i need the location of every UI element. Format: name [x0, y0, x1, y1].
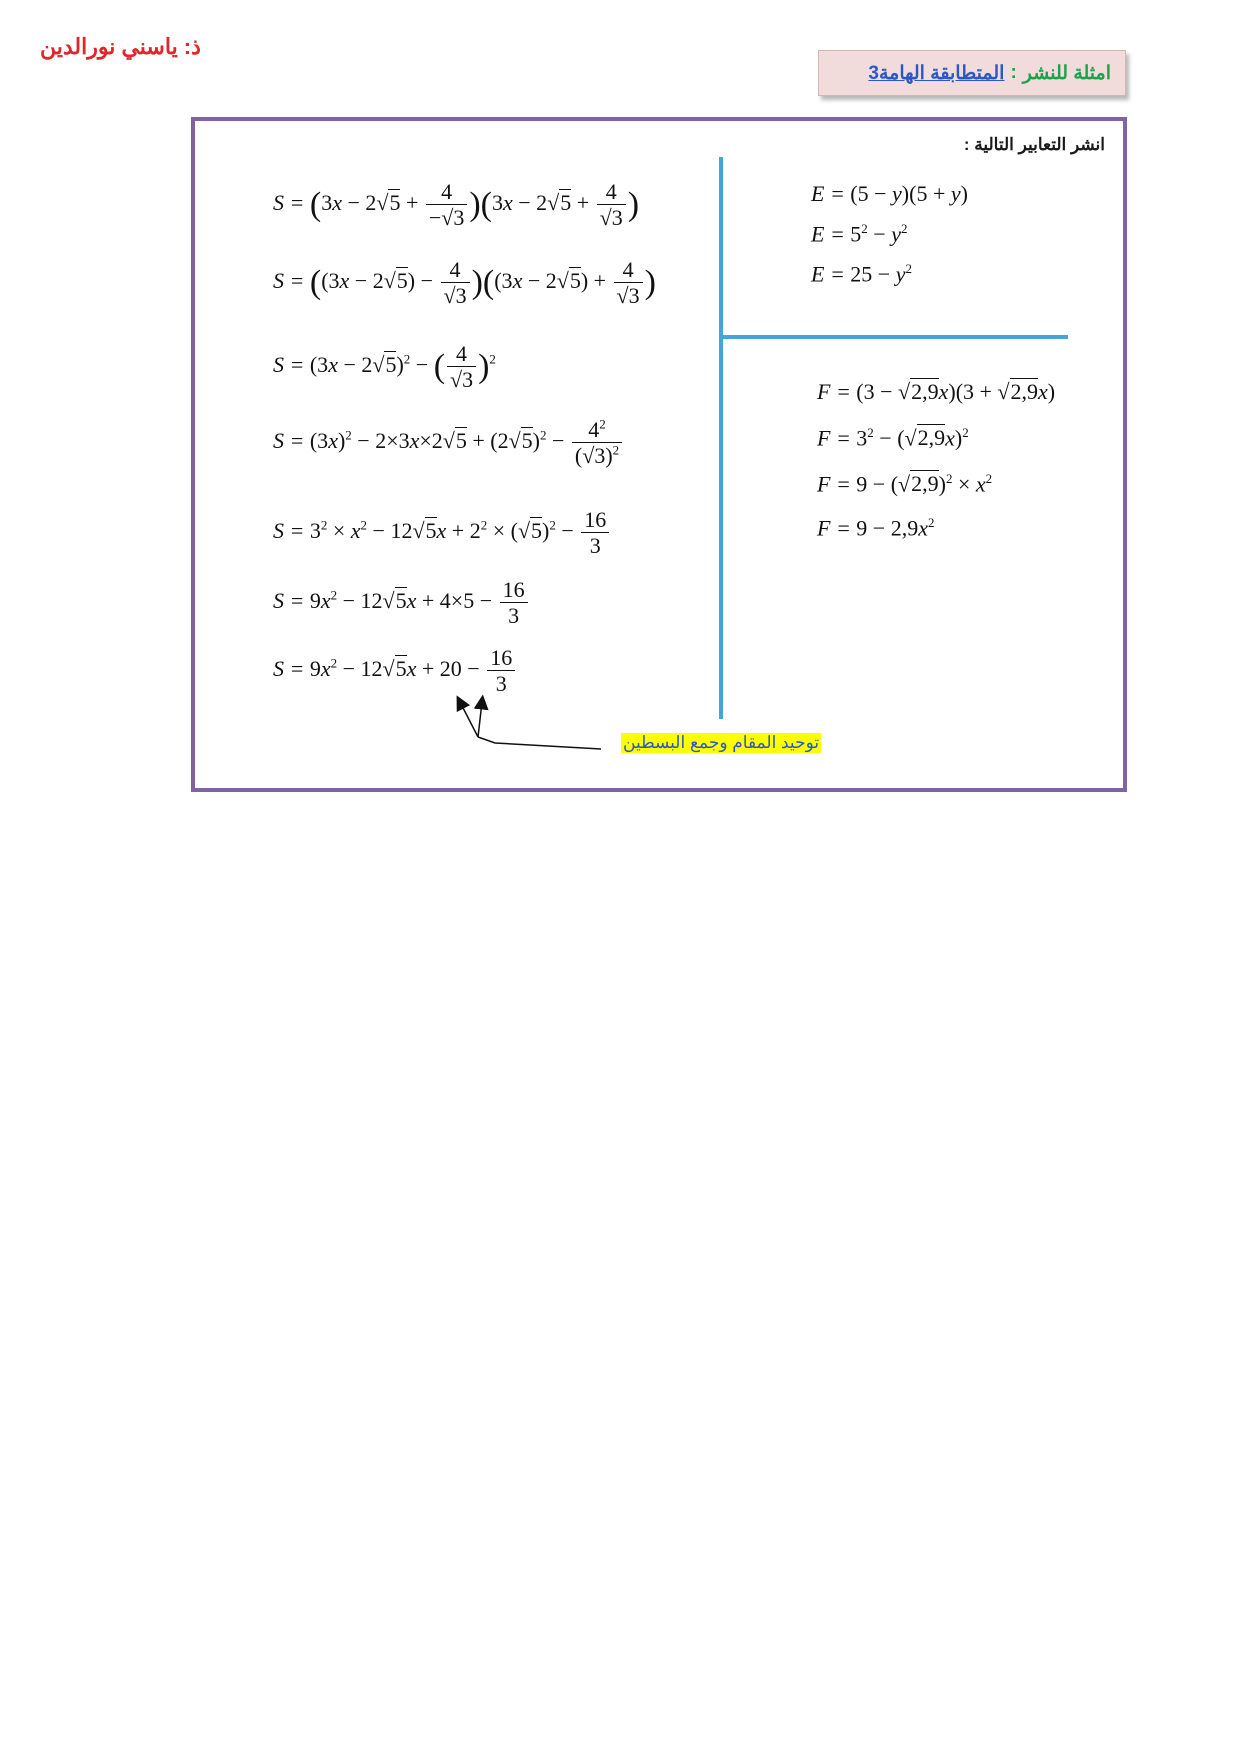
- s-line-2: S = ((3x − 2√5) − $\frac{4}{√3}$ )((3x − 2√5) + $\frac{4}{√3}$ ): [273, 257, 656, 309]
- s-line-5: $S = 3^2 \times x^2 - 12√5x + 2^2 \times (√5)^2$ − $\frac{16}{3}$: [273, 507, 611, 559]
- lesson-title-box: [818, 50, 1126, 96]
- author-name: ذ: ياسني نورالدين: [40, 34, 201, 59]
- title-prefix: امثلة للنشر: [1022, 62, 1111, 84]
- annotation-note: توحيد المقام وجمع البسطين: [623, 733, 820, 752]
- s-line-7: $S = 9x^2 - 12√5x + 20$ − $\frac{16}{3}$: [273, 645, 517, 697]
- s-line-4: $S = (3x)^2 - 2\times 3x\times 2√5 + (2√5)^2$ − $\frac{4^2}{(√3)^2}$: [273, 417, 624, 469]
- e-line-1: E = (5 − y)(5 + y): [811, 181, 968, 206]
- exercise-frame: [191, 117, 1127, 792]
- f-line-4: $F = 9 - 2,9x^2$: [817, 515, 935, 541]
- exercise-instruction: انشر التعابير التالية :: [963, 135, 1105, 154]
- title-separator: :: [1010, 62, 1017, 83]
- e-line-2: $E = 5^2 - y^2$: [811, 221, 908, 247]
- s-line-3: $S = (3x - 2√5)^2$ − ( $\frac{4}{√3}$ )$^2$: [273, 341, 496, 393]
- f-line-1: F = (3 − √2,9x)(3 + √2,9x): [817, 379, 1056, 404]
- s-line-1: S = (3x − 2√5 + $\frac{4}{-√3}$ )(3x − 2√5 + $\frac{4}{√3}$ ): [273, 179, 640, 231]
- f-line-2: $F = 3^2 - (√2,9x)^2$: [817, 425, 969, 451]
- f-line-3: $F = 9 - (√2,9)^2 \times x^2$: [817, 471, 993, 497]
- title-topic: المتطابقة الهامة3: [868, 62, 1005, 84]
- e-line-3: $E = 25 - y^2$: [811, 261, 912, 287]
- annotation-arrows: [195, 121, 1123, 788]
- s-line-6: $S = 9x^2 - 12√5x + 4\times 5$ − $\frac{16}{3}$: [273, 577, 530, 629]
